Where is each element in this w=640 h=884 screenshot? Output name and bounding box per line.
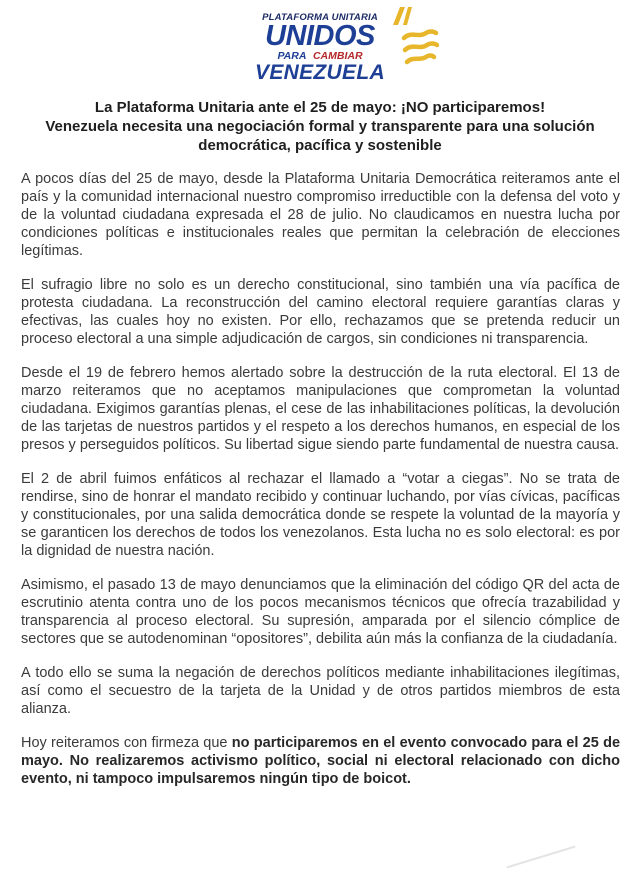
logo bbox=[241, 12, 399, 83]
paragraph-1: A pocos días del 25 de mayo, desde la Plataforma Unitaria Democrática reiteramos ante el país y la comunidad internacional nuestro compromiso irreductible con la defensa del voto y de la voluntad ciudadana expresada el 28 de julio. No claudicamos en nuestra lucha por condiciones políticas e institucionales reales que permitan la celebración de elecciones legítimas. bbox=[21, 171, 620, 259]
paragraph-3: Desde el 19 de febrero hemos alertado sobre la destrucción de la ruta electoral. El 13 de marzo reiteramos que no aceptamos manipulaciones que comprometan la voluntad ciudadana. Exigimos garantías plenas, el cese de las inhabilitaciones políticas, la devolución de las tarjetas de nuestros partidos y el respeto a los derechos humanos, en especial de los presos y perseguidos políticos. Su libertad sigue siendo parte fundamental de nuestra causa. bbox=[21, 365, 620, 453]
closing-prefix: Hoy reiteramos con firmeza que bbox=[21, 735, 232, 751]
document-title bbox=[19, 98, 621, 155]
paragraph-5: Asimismo, el pasado 13 de mayo denunciamos que la eliminación del código QR del acta de escrutinio atenta contra uno de los pocos mecanismos técnicos que ofrecía trazabilidad y transparencia al proceso electoral. Su supresión, amparada por el silencio cómplice de sectores que se autodenominan “opositores”, debilita aún más la confianza de la ciudadanía. bbox=[21, 577, 620, 647]
title-line-2: Venezuela necesita una negociación formal y transparente para una solución democrática, pacífica y sostenible bbox=[45, 118, 595, 154]
logo-venezuela-text: VENEZUELA bbox=[255, 61, 385, 84]
paragraph-6: A todo ello se suma la negación de derechos políticos mediante inhabilitaciones ilegítimas, así como el secuestro de la tarjeta de la Unidad y de otros partidos miembros de esta alianza. bbox=[21, 665, 620, 717]
logo-para-text: PARA bbox=[277, 50, 307, 62]
yellow-hand-strokes-icon bbox=[401, 28, 439, 74]
document-body bbox=[21, 170, 620, 788]
scan-artifact bbox=[506, 846, 575, 869]
paragraph-2: El sufragio libre no solo es un derecho constitucional, sino también una vía pacífica de protesta ciudadana. La reconstrucción del camino electoral requiere garantías claras y efectivas, las cuales hoy no existen. Por ello, rechazamos que se pretenda reducir un proceso electoral a una simple adjudicación de cargos, sin condiciones ni transparencia. bbox=[21, 277, 620, 347]
yellow-slashes-icon bbox=[387, 5, 413, 27]
title-line-1: La Plataforma Unitaria ante el 25 de mayo: ¡NO participaremos! bbox=[94, 99, 546, 116]
logo-cambiar-text: CAMBIAR bbox=[312, 50, 363, 62]
closing-bold-statement: no participaremos en el evento convocado para el 25 de mayo. No realizaremos activismo político, social ni electoral relacionado con dicho evento, ni tampoco impulsaremos ningún tipo de boicot. bbox=[21, 735, 621, 787]
logo-unidos-text: UNIDOS bbox=[265, 20, 375, 52]
logo-plataforma-text: PLATAFORMA UNITARIA bbox=[262, 12, 378, 23]
paragraph-4: El 2 de abril fuimos enfáticos al rechazar el llamado a “votar a ciegas”. No se trata de rendirse, sino de honrar el mandato recibido y continuar luchando, por vías cívicas, pacíficas y constitucionales, por una salida democrática donde se respete la voluntad de la mayoría y se garanticen los derechos de todos los venezolanos. Esta lucha no es solo electoral: es por la dignidad de nuestra nación. bbox=[21, 471, 620, 559]
closing-paragraph bbox=[21, 734, 620, 788]
